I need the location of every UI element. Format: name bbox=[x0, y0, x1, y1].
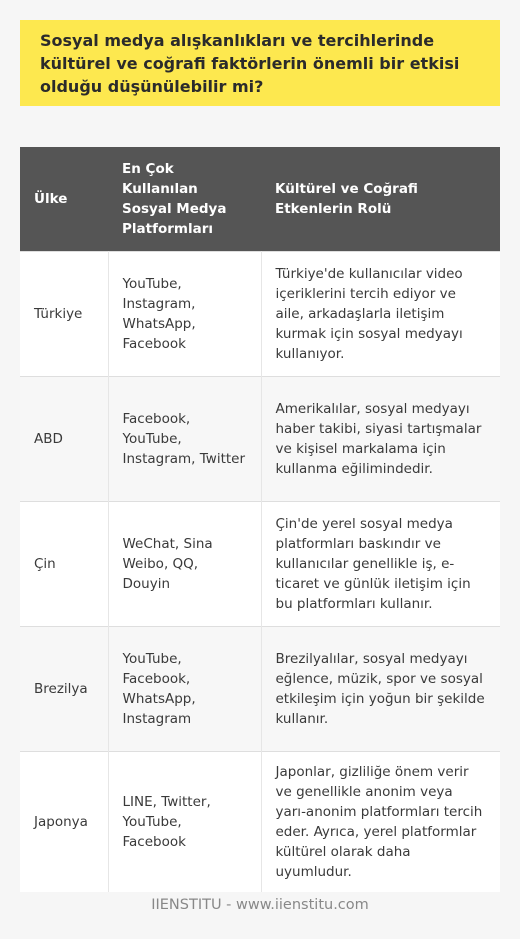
table-header-row bbox=[20, 147, 500, 252]
cell-factors: Türkiye'de kullanıcılar video içeriklerini tercih ediyor ve aile, arkadaşlarla iletişim kurmak için sosyal medyayı kullanıyor. bbox=[261, 252, 500, 377]
title-banner bbox=[20, 20, 500, 106]
cell-country: Brezilya bbox=[20, 627, 108, 752]
footer-credit: IIENSTITU - www.iienstitu.com bbox=[151, 897, 369, 913]
table-row bbox=[20, 627, 500, 752]
cell-platforms: YouTube, Facebook, WhatsApp, Instagram bbox=[108, 627, 261, 752]
table-row bbox=[20, 377, 500, 502]
cell-platforms: Facebook, YouTube, Instagram, Twitter bbox=[108, 377, 261, 502]
table-row bbox=[20, 252, 500, 377]
cell-factors: Amerikalılar, sosyal medyayı haber takibi, siyasi tartışmalar ve kişisel markalama için kullanma eğilimindedir. bbox=[261, 377, 500, 502]
header-factors: Kültürel ve Coğrafi Etkenlerin Rolü bbox=[261, 147, 500, 252]
table-row bbox=[20, 752, 500, 893]
cell-country: Türkiye bbox=[20, 252, 108, 377]
cell-factors: Japonlar, gizliliğe önem verir ve genellikle anonim veya yarı-anonim platformları tercih eder. Ayrıca, yerel platformlar kültürel olarak daha uyumludur. bbox=[261, 752, 500, 893]
cell-platforms: YouTube, Instagram, WhatsApp, Facebook bbox=[108, 252, 261, 377]
header-platforms: En Çok Kullanılan Sosyal Medya Platformları bbox=[108, 147, 261, 252]
cell-country: Çin bbox=[20, 502, 108, 627]
comparison-table bbox=[20, 147, 500, 892]
cell-country: ABD bbox=[20, 377, 108, 502]
cell-country: Japonya bbox=[20, 752, 108, 893]
page-title: Sosyal medya alışkanlıkları ve tercihlerinde kültürel ve coğrafi faktörlerin önemli bir etkisi olduğu düşünülebilir mi? bbox=[40, 30, 460, 96]
cell-factors: Brezilyalılar, sosyal medyayı eğlence, müzik, spor ve sosyal etkileşim için yoğun bir şekilde kullanır. bbox=[261, 627, 500, 752]
cell-factors: Çin'de yerel sosyal medya platformları baskındır ve kullanıcılar genellikle iş, e-ticaret ve günlük iletişim için bu platformları kullanır. bbox=[261, 502, 500, 627]
table-row bbox=[20, 502, 500, 627]
cell-platforms: WeChat, Sina Weibo, QQ, Douyin bbox=[108, 502, 261, 627]
cell-platforms: LINE, Twitter, YouTube, Facebook bbox=[108, 752, 261, 893]
header-country: Ülke bbox=[20, 147, 108, 252]
